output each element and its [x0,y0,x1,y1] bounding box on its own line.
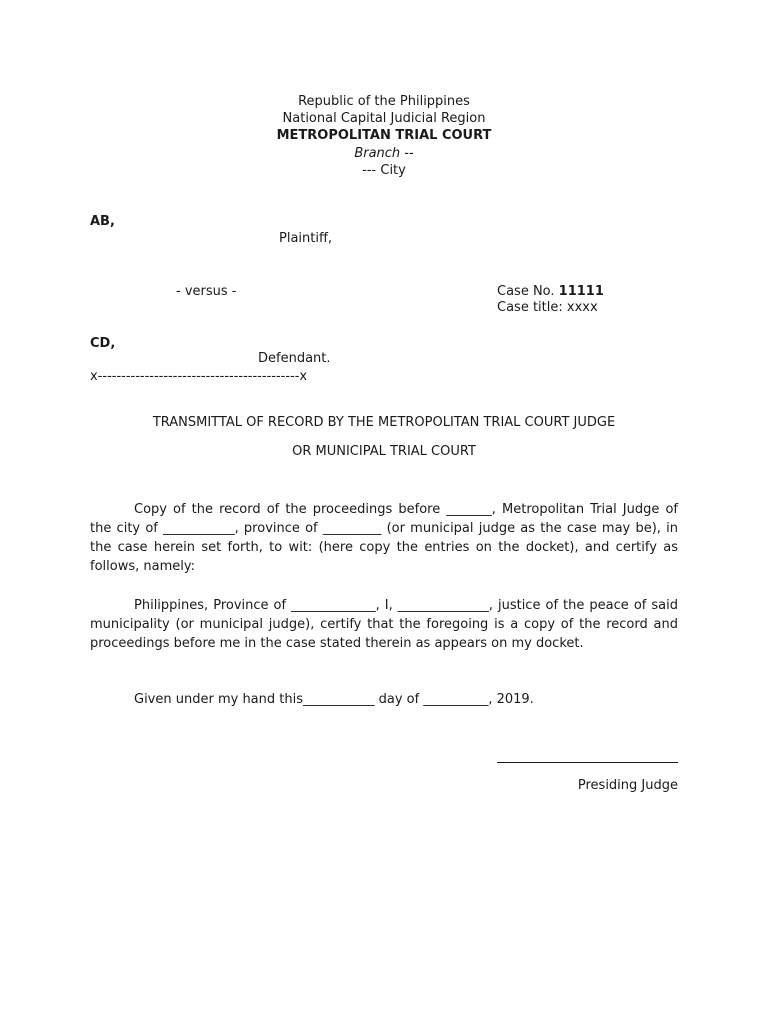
signature-line [497,762,678,763]
header-city: --- City [362,163,406,178]
plaintiff-role: Plaintiff, [279,231,333,246]
versus-label: - versus - [176,284,237,299]
body-paragraph-3-text: Given under my hand this___________ day of __________, 2019. [134,692,534,707]
plaintiff-name: AB, [90,214,115,229]
body-paragraph-1 [90,500,678,576]
case-title: Case title: xxxx [497,300,598,315]
header-court: METROPOLITAN TRIAL COURT [276,128,492,143]
case-number [497,283,604,300]
header-republic: Republic of the Philippines [298,94,470,109]
defendant-name: CD, [90,336,116,351]
header-branch: Branch -- [354,146,414,161]
document-title-line1: TRANSMITTAL OF RECORD BY THE METROPOLITAN TRIAL COURT JUDGE [152,415,616,430]
body-paragraph-3 [90,690,678,709]
signature-role: Presiding Judge [577,778,678,793]
header-region: National Capital Judicial Region [282,111,486,126]
body-paragraph-1-text: Copy of the record of the proceedings before _______, Metropolitan Trial Judge of the city of ___________, province of _________ (or municipal judge as the case may be), in the case herein set forth, to wit: (here copy the entries on the docket), and certify as follows, namely: [90,502,678,574]
body-paragraph-2-text: Philippines, Province of _____________, I, ______________, justice of the peace of said municipality (or municipal judge), certify that the foregoing is a copy of the record and proceedings before me in the case stated therein as appears on my docket. [90,598,678,651]
defendant-role: Defendant. [258,351,331,366]
body-paragraph-2 [90,596,678,653]
case-number-label: Case No. [497,284,555,299]
case-number-value: 11111 [558,284,604,299]
caption-separator: x-------------------------------------------x [90,369,308,384]
document-title-line2: OR MUNICIPAL TRIAL COURT [292,444,476,459]
